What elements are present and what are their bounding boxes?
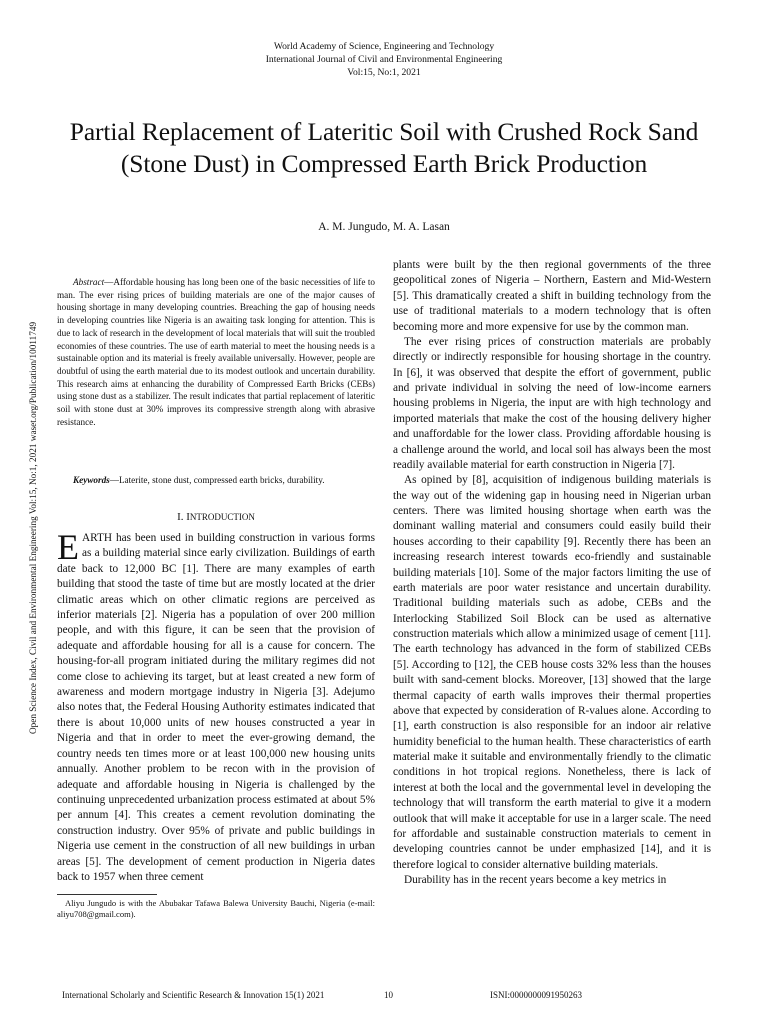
page-number: 10 xyxy=(384,990,393,1000)
footer-isni: ISNI:0000000091950263 xyxy=(490,990,582,1000)
paper-title: Partial Replacement of Lateritic Soil with Crushed Rock Sand (Stone Dust) in Compressed Earth Brick Production xyxy=(69,117,699,178)
journal-header xyxy=(0,40,768,79)
journal-name: International Journal of Civil and Environmental Engineering xyxy=(265,54,503,65)
footer-publisher: International Scholarly and Scientific Research & Innovation 15(1) 2021 xyxy=(62,990,325,1000)
footnote-rule xyxy=(57,894,157,895)
section-number: I. I xyxy=(177,511,190,523)
abstract-label: Abstract xyxy=(73,277,105,287)
section-name: NTRODUCTION xyxy=(189,512,255,522)
introduction-text: ARTH has been used in building construction in various forms as a building material since early civilization. Buildings of earth date back to 12,000 BC [1]. There are many examples of earth building that stood the taste of time but are mostly located at the drier climatic areas which on other climatic regions are perceived as inferior materials [2]. Nigeria has a population of over 200 million people, and with this figure, it can be seen that the provision of adequate and affordable housing for all is a cause for concern. The housing-for-all program initiated during the military regimes did not come close to achieving its target, but at least created a new form of awareness and modern mortgage industry in Nigeria [3]. Adejumo also notes that, the Federal Housing Authority estimates indicated that there is about 10,000 units of new houses constructed a year in Nigeria and that in order to meet the ever-growing demand, the country needs ten times more or at least 100,000 new housing units annually. Another problem to be recon with in the provision of adequate and affordable housing in Nigeria is challenged by the continuing unprecedented urbanization process estimated at about 5% per annum [4]. This creates a cement revolution dominating the construction industry. Over 95% of private and public buildings in Nigeria use cement in the construction of all new buildings in urban areas [5]. The development of cement production in Nigeria dates back to 1957 when three cement xyxy=(57,532,375,883)
section-heading xyxy=(57,511,375,523)
drop-cap: E xyxy=(57,527,79,567)
journal-volume: Vol:15, No:1, 2021 xyxy=(347,67,421,78)
keywords-label: Keywords xyxy=(73,475,110,485)
keywords xyxy=(57,474,375,487)
right-column xyxy=(393,258,711,888)
paragraph: As opined by [8], acquisition of indigenous building materials is the way out of the widening gap in housing need in Nigerian urban centers. There was limited housing shortage when earth was the dominant walling material and consumers could easily build their houses according to their capability [9]. Recently there has been an increasing research interest towards eco-friendly and sustainable building materials [10]. Some of the major factors limiting the use of earth materials are poor water resistance and uncertain durability. Traditional building materials such as adobe, CEBs and the Interlocking Stabilized Soil Block can be used as alternative construction materials which allow a minimized usage of cement [11]. The earth technology has advanced in the form of stabilized CEBs [5]. According to [12], the CEB house costs 32% less than the houses built with sand-cement blocks. Moreover, [13] showed that the large thermal capacity of earth walls improves their thermal properties above that expected by consideration of R-values alone. According to [1], earth construction is also responsible for an indoor air relative humidity beneficial to the human health. These characteristics of earth material make it suitable and environmentally friendly to the climatic conditions in hot tropical regions. Nonetheless, there is lack of interest at both the local and the governmental level in developing the technology that will transform the earth material to give it a modern outlook that will make it acceptable for use in a larger scale. The need for affordable and sustainable construction materials to cement in developing countries cannot be under emphasized [14], and it is therefore logical to consider alternative building materials. xyxy=(393,474,711,871)
author-footnote: Aliyu Jungudo is with the Abubakar Tafawa Balewa University Bauchi, Nigeria (e-mail: aliyu708@gmail.com). xyxy=(57,898,375,919)
paragraph: plants were built by the then regional governments of the three geopolitical zones of Nigeria – Northern, Eastern and Mid-Western [5]. This dramatically created a shift in building technology from the use of traditional materials to a modern technology that is often becoming more and more expensive for use by the common man. xyxy=(393,259,711,333)
abstract xyxy=(57,276,375,428)
journal-publisher: World Academy of Science, Engineering and Technology xyxy=(273,41,495,52)
paragraph: The ever rising prices of construction materials are probably directly or indirectly responsible for housing shortage in the country. In [6], it was observed that despite the effort of government, public and private individual in solving the need of low-income earners housing problems in Nigeria, the input are with high technology and imported materials that make the cost of the housing delivery higher and unaffordable for the lower class. Providing affordable housing is a challenge around the world, and local soil has always been the most readily available material for earth construction in Nigeria [7]. xyxy=(393,335,711,471)
keywords-text: —Laterite, stone dust, compressed earth bricks, durability. xyxy=(109,475,325,485)
side-citation: Open Science Index, Civil and Environmental Engineering Vol:15, No:1, 2021 waset.org/Publication/10011749 xyxy=(28,321,38,734)
introduction-body xyxy=(57,527,375,885)
abstract-text: —Affordable housing has long been one of the basic necessities of life to man. The ever rising prices of building materials are one of the major causes of housing shortage in many developing countries. Breaching the gap of housing needs in developing countries like Nigeria is an awaiting task longing for attention. This is due to lack of research in the development of local materials that will suit the troubled economies of these countries. The use of earth material to meet the housing needs is a sustainable option and its material is freely available universally. However, people are doubtful of using the earth material due to its modest outlook and uncertain durability. This research aims at enhancing the durability of Compressed Earth Bricks (CEBs) using stone dust as a stabilizer. The result indicates that partial replacement of lateritic soil with stone dust at 30% improves its compressive strength along with abrasive resistance. xyxy=(57,277,375,427)
paper-authors: A. M. Jungudo, M. A. Lasan xyxy=(318,221,450,233)
paragraph: Durability has in the recent years become a key metrics in xyxy=(404,874,667,886)
